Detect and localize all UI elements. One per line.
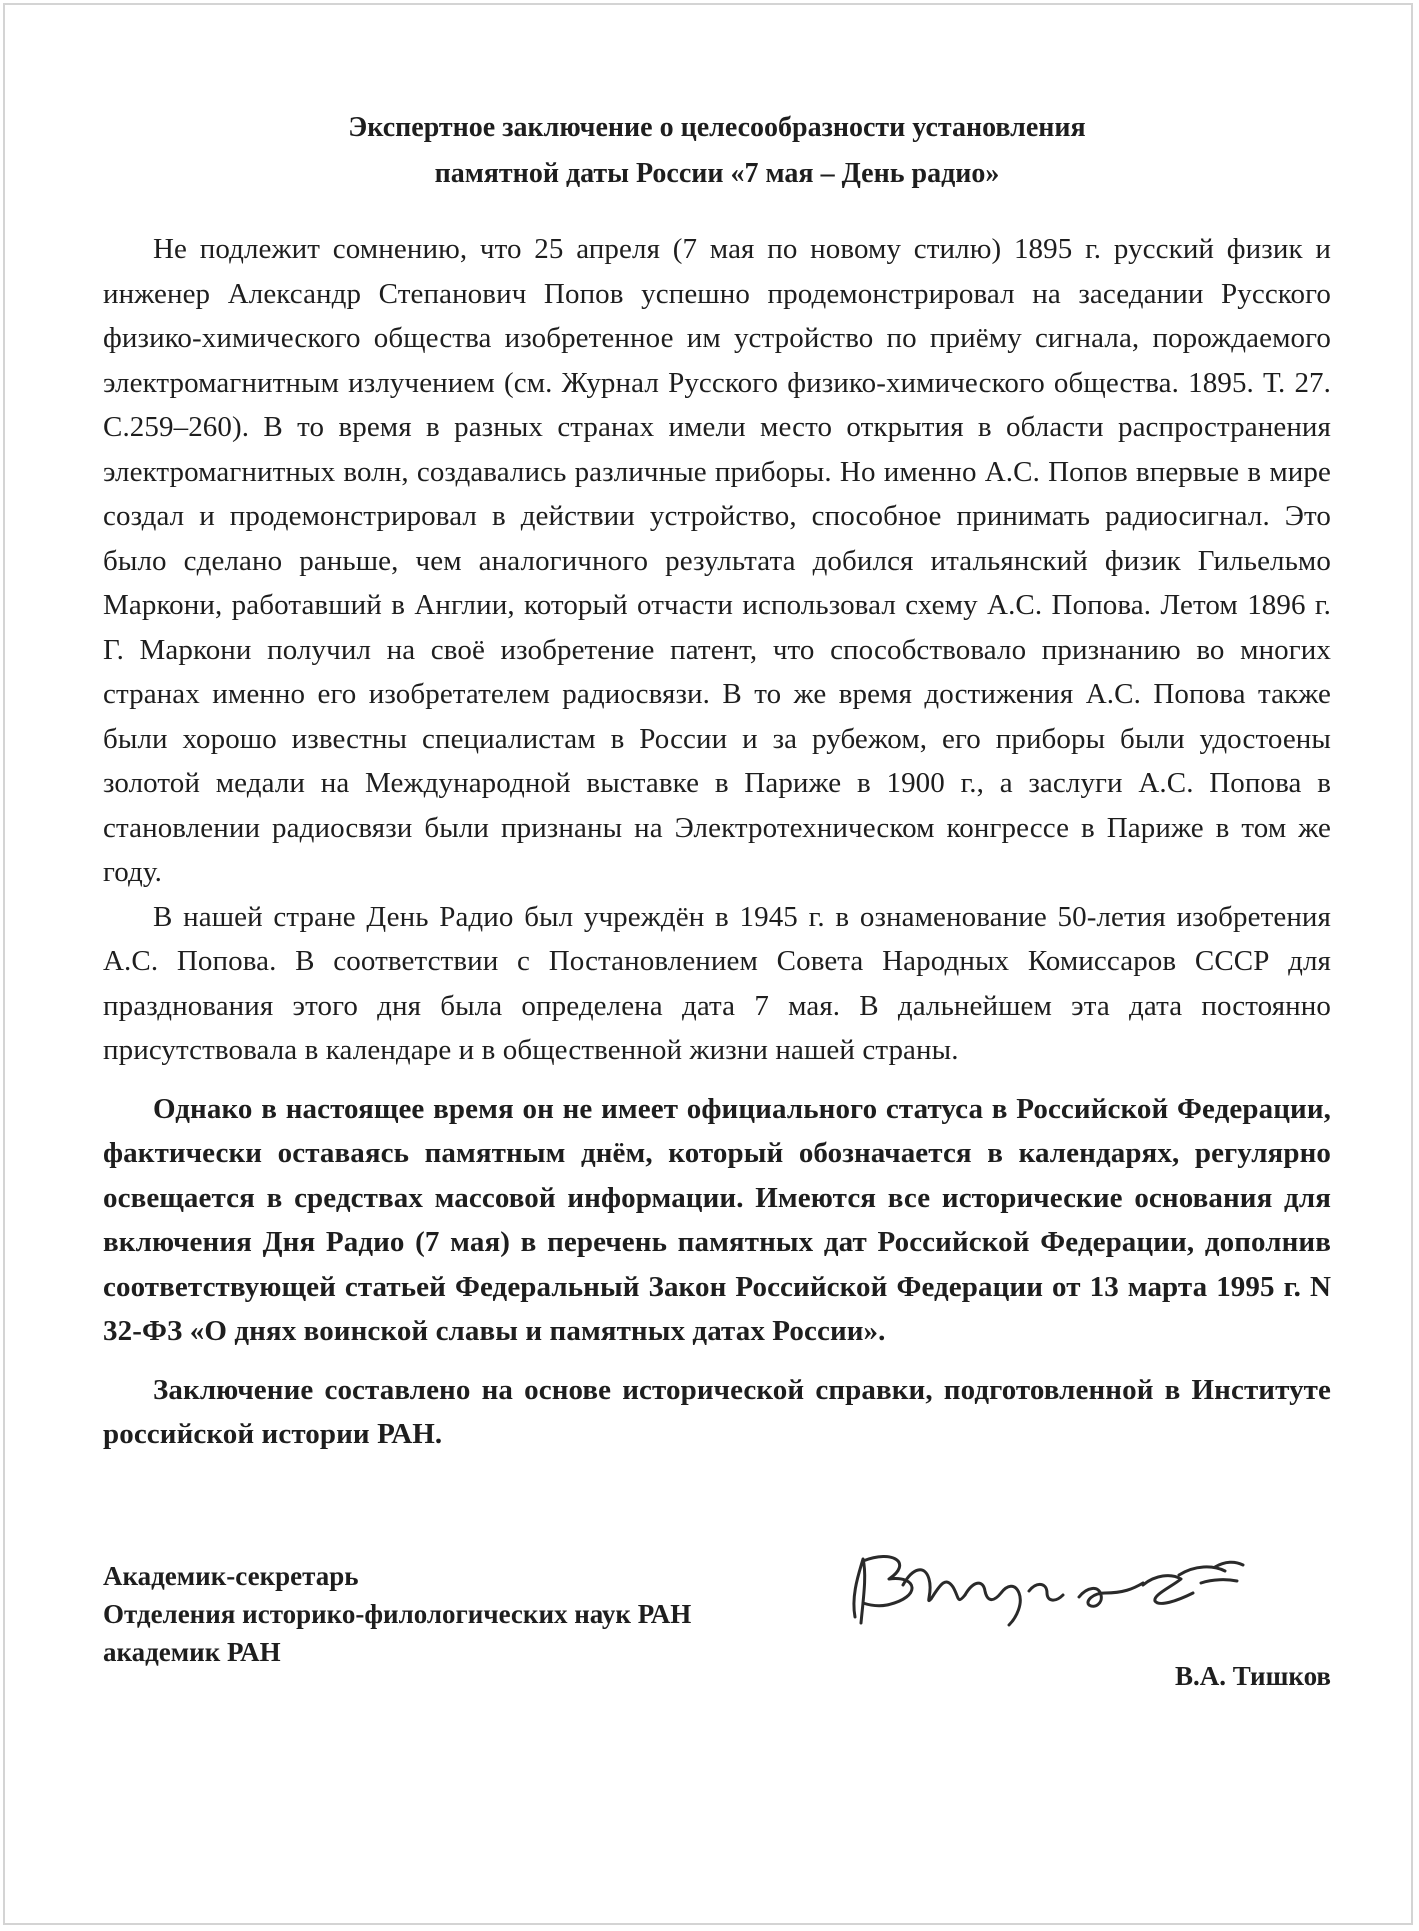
document-title (103, 105, 1331, 197)
paragraph-radio-day-history: В нашей стране День Радио был учреждён в 1945 г. в ознаменование 50-летия изобретения А.С. Попова. В соответствии с Постановлением Совета Народных Комиссаров СССР для празднования этого дня была определена дата 7 мая. В дальнейшем эта дата постоянно присутствовала в календаре и в общественной жизни нашей страны. (103, 900, 1331, 1066)
signatory-name: В.А. Тишков (1174, 1660, 1331, 1691)
document-page (103, 105, 1331, 1691)
position-line-1: Академик-секретарь (103, 1560, 359, 1591)
signature-block (103, 1557, 1331, 1691)
title-line-1: Экспертное заключение о целесообразности установления (348, 112, 1086, 143)
title-line-2: памятной даты России «7 мая – День радио» (434, 158, 1000, 189)
document-frame (3, 3, 1413, 1925)
signatory-position (103, 1557, 691, 1671)
handwritten-signature (833, 1545, 1273, 1635)
paragraph-conclusion-source: Заключение составлено на основе исторической справки, подготовленной в Институте российской истории РАН. (103, 1373, 1331, 1450)
position-line-3: академик РАН (103, 1636, 281, 1667)
paragraph-official-status: Однако в настоящее время он не имеет официального статуса в Российской Федерации, фактически оставаясь памятным днём, который обозначается в календарях, регулярно освещается в средствах массовой информации. Имеются все исторические основания для включения Дня Радио (7 мая) в перечень памятных дат Российской Федерации, дополнив соответствующей статьей Федеральный Закон Российской Федерации от 13 марта 1995 г. N 32-ФЗ «О днях воинской славы и памятных датах России». (103, 1092, 1331, 1347)
position-line-2: Отделения историко-филологических наук РАН (103, 1598, 692, 1629)
paragraph-popov-invention: Не подлежит сомнению, что 25 апреля (7 мая по новому стилю) 1895 г. русский физик и инженер Александр Степанович Попов успешно продемонстрировал на заседании Русского физико-химического общества изобретенное им устройство по приёму сигнала, порождаемого электромагнитным излучением (см. Журнал Русского физико-химического общества. 1895. Т. 27. С.259–260). В то время в разных странах имели место открытия в области распространения электромагнитных волн, создавались различные приборы. Но именно А.С. Попов впервые в мире создал и продемонстрировал в действии устройство, способное принимать радиосигнал. Это было сделано раньше, чем аналогичного результата добился итальянский физик Гильельмо Маркони, работавший в Англии, который отчасти использовал схему А.С. Попова. Летом 1896 г. Г. Маркони получил на своё изобретение патент, что способствовало признанию во многих странах именно его изобретателем радиосвязи. В то же время достижения А.С. Попова также были хорошо известны специалистам в России и за рубежом, его приборы были удостоены золотой медали на Международной выставке в Париже в 1900 г., а заслуги А.С. Попова в становлении радиосвязи были признаны на Электротехническом конгрессе в Париже в том же году. (103, 233, 1331, 888)
